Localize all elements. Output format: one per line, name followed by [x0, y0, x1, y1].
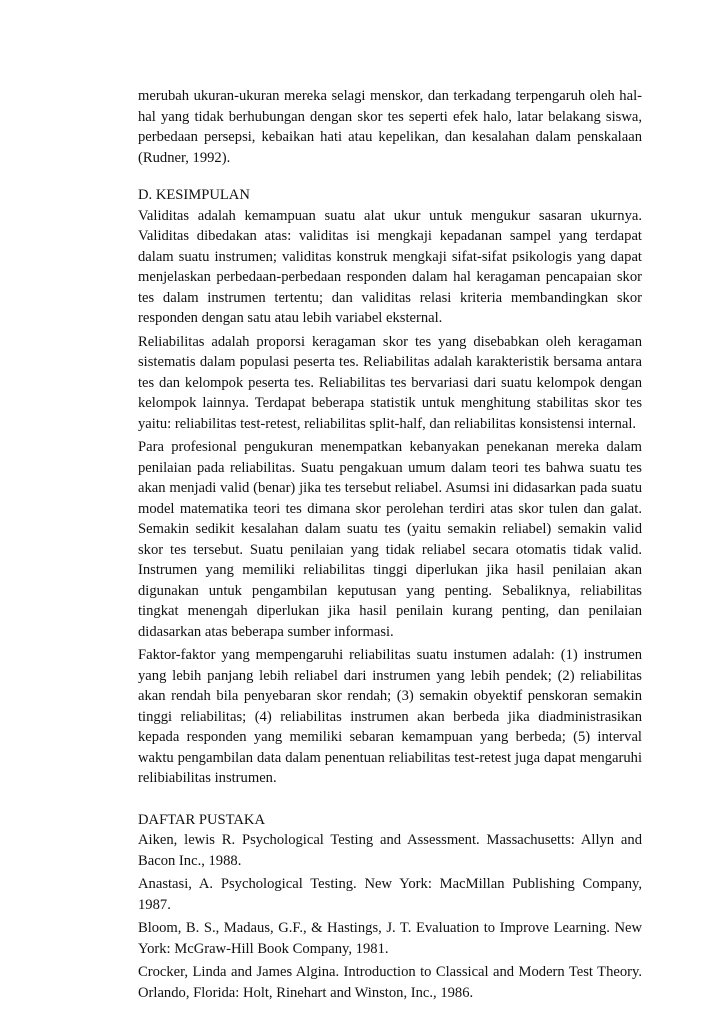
reference-item: Crocker, Linda and James Algina. Introduction to Classical and Modern Test Theory. Orlando, Florida: Holt, Rinehart and Winston, Inc., 1986.: [138, 964, 642, 1001]
document-page: [138, 86, 642, 1006]
section-spacer: [138, 792, 642, 810]
section-spacer: [138, 171, 642, 185]
section-daftar-pustaka: [138, 810, 642, 1004]
paragraph-para-profesional: Para profesional pengukuran menempatkan kebanyakan penekanan mereka dalam penilaian pada reliabilitas. Suatu pengakuan umum dalam teori tes bahwa suatu tes akan menjadi valid (benar) jika tes tersebut reliabel. Asumsi ini didasarkan pada suatu model matematika teori tes dimana skor perolehan terdiri atas skor tulen dan galat. Semakin sedikit kesalahan dalam suatu tes (yaitu semakin reliabel) semakin valid skor tes tersebut. Suatu penilaian yang tidak reliabel secara otomatis tidak valid. Instrumen yang memiliki reliabilitas tinggi diperlukan jika hasil penilaian akan digunakan untuk pengambilan keputusan yang penting. Sebaliknya, reliabilitas tingkat menengah diperlukan jika hasil penilain kurang penting, dan penilaian didasarkan atas beberapa sumber informasi.: [138, 439, 642, 640]
reference-item: Bloom, B. S., Madaus, G.F., & Hastings, J. T. Evaluation to Improve Learning. New York: McGraw-Hill Book Company, 1981.: [138, 920, 642, 957]
section-heading-kesimpulan: D. KESIMPULAN: [138, 187, 250, 203]
section-heading-daftar-pustaka: DAFTAR PUSTAKA: [138, 811, 265, 828]
paragraph-faktor-faktor: Faktor-faktor yang mempengaruhi reliabilitas suatu instumen adalah: (1) instrumen yang lebih panjang lebih reliabel dari instrumen yang lebih pendek; (2) reliabilitas akan rendah bila penyebaran skor rendah; (3) semakin obyektif penskoran semakin tinggi reliabilitas; (4) reliabilitas instrumen akan berbeda jika diadministrasikan kepada responden yang memiliki sebaran kemampuan yang berbeda; (5) interval waktu pengambilan data dalam penentuan reliabilitas test-retest juga dapat mengaruhi relibiabilitas instrumen.: [138, 647, 642, 786]
reference-item: Aiken, lewis R. Psychological Testing and Assessment. Massachusetts: Allyn and Bacon Inc., 1988.: [138, 832, 642, 869]
reference-item: Anastasi, A. Psychological Testing. New York: MacMillan Publishing Company, 1987.: [138, 876, 642, 913]
section-kesimpulan: [138, 185, 642, 789]
paragraph-reliabilitas: Reliabilitas adalah proporsi keragaman skor tes yang disebabkan oleh keragaman sistematis dalam populasi peserta tes. Reliabilitas adalah karakteristik bersama antara tes dan kelompok peserta tes. Reliabilitas tes bervariasi dari suatu kelompok dengan kelompok lainnya. Terdapat beberapa statistik untuk menghitung stabilitas skor tes yaitu: reliabilitas test-retest, reliabilitas split-half, dan reliabilitas konsistensi internal.: [138, 333, 642, 432]
paragraph-validitas: Validitas adalah kemampuan suatu alat ukur untuk mengukur sasaran ukurnya. Validitas dibedakan atas: validitas isi mengkaji kepadanan sampel yang terdapat dalam suatu instrumen; validitas konstruk mengkaji sifat-sifat psikologis yang dapat menjelaskan perbedaan-perbedaan responden dalam hal keragaman pencapaian skor tes dalam instrumen tertentu; dan validitas relasi kriteria membandingkan skor responden dengan satu atau lebih variabel eksternal.: [138, 207, 642, 326]
intro-paragraph: merubah ukuran-ukuran mereka selagi menskor, dan terkadang terpengaruh oleh hal-hal yang tidak berhubungan dengan skor tes seperti efek halo, latar belakang siswa, perbedaan persepsi, kebaikan hati atau kepelikan, dan kesalahan dalam penskalaan (Rudner, 1992).: [138, 88, 642, 166]
